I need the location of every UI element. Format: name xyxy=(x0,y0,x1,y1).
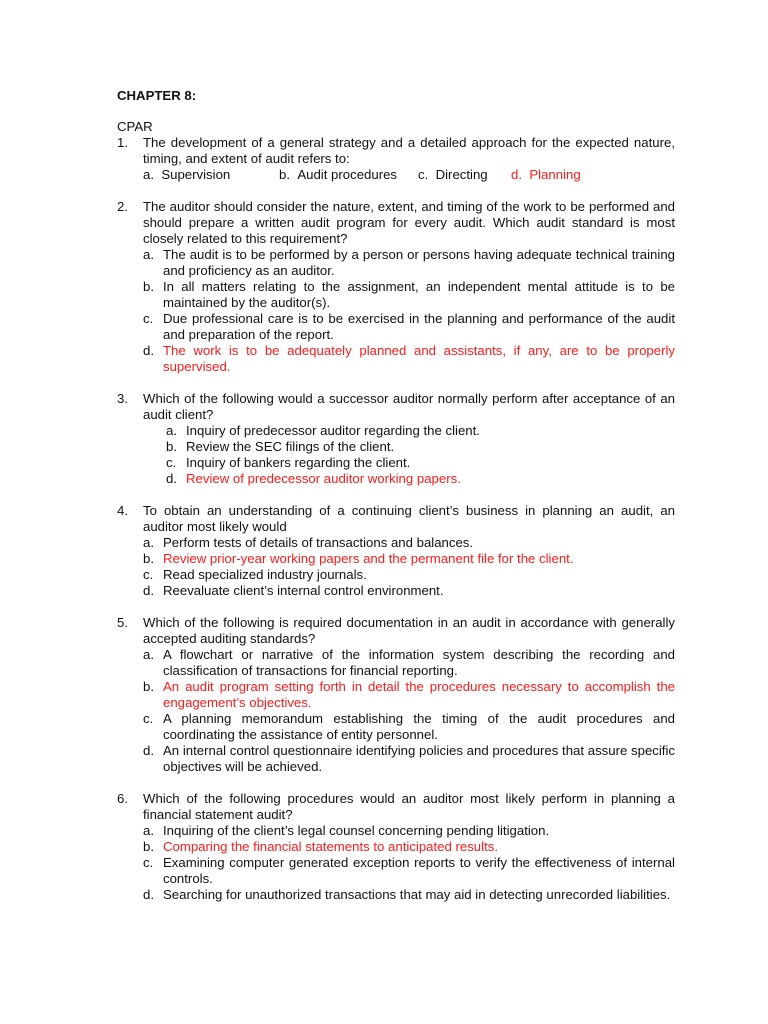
option-c: c. Directing xyxy=(418,167,488,182)
option-b-answer: b. Comparing the financial statements to anticipated results. xyxy=(143,839,498,854)
option-c: c. A planning memorandum establishing the timing of the audit procedures and coordinating the assistance of entity personnel. xyxy=(143,711,675,742)
question-3 xyxy=(117,391,675,487)
option-a: a. Supervision xyxy=(143,167,231,182)
option-c: c. Inquiry of bankers regarding the client. xyxy=(166,455,411,470)
option-d-answer: d. The work is to be adequately planned and assistants, if any, are to be properly supervised. xyxy=(143,343,675,374)
option-a: a. A flowchart or narrative of the information system describing the recording and classification of transactions for financial reporting. xyxy=(143,647,675,678)
question-5 xyxy=(117,615,675,775)
question-number: 5. xyxy=(117,615,128,630)
option-a: a. Perform tests of details of transactions and balances. xyxy=(143,535,474,550)
question-number: 4. xyxy=(117,503,128,518)
question-text: Which of the following would a successor auditor normally perform after acceptance of an audit client? xyxy=(143,391,675,422)
question-text: To obtain an understanding of a continuing client’s business in planning an audit, an auditor most likely would xyxy=(143,503,675,534)
question-number: 2. xyxy=(117,199,128,214)
option-d-answer: d. Review of predecessor auditor working papers. xyxy=(166,471,461,486)
option-b: b. In all matters relating to the assignment, an independent mental attitude is to be maintained by the auditor(s). xyxy=(143,279,675,310)
option-a: a. Inquiring of the client’s legal counsel concerning pending litigation. xyxy=(143,823,550,838)
option-b: b. Audit procedures xyxy=(279,167,398,182)
section-heading: CPAR xyxy=(117,119,153,134)
question-2 xyxy=(117,199,675,375)
question-1 xyxy=(117,135,675,183)
document-content xyxy=(117,88,675,903)
option-a: a. The audit is to be performed by a person or persons having adequate technical training and proficiency as an auditor. xyxy=(143,247,675,278)
question-text: The auditor should consider the nature, extent, and timing of the work to be performed and should prepare a written audit program for every audit. Which audit standard is most closely related to this requirement? xyxy=(143,199,675,246)
question-number: 6. xyxy=(117,791,128,806)
question-4 xyxy=(117,503,675,599)
option-list xyxy=(143,647,675,775)
option-c: c. Examining computer generated exception reports to verify the effectiveness of internal controls. xyxy=(143,855,675,886)
option-list xyxy=(143,535,675,599)
option-list xyxy=(143,423,675,487)
option-d: d. Reevaluate client’s internal control environment. xyxy=(143,583,444,598)
inline-options xyxy=(143,167,675,183)
option-a: a. Inquiry of predecessor auditor regarding the client. xyxy=(166,423,480,438)
question-number: 1. xyxy=(117,135,128,150)
option-b: b. Review the SEC filings of the client. xyxy=(166,439,395,454)
question-text: The development of a general strategy and a detailed approach for the expected nature, timing, and extent of audit refers to: xyxy=(143,135,675,166)
option-d: d. Searching for unauthorized transactions that may aid in detecting unrecorded liabilities. xyxy=(143,887,671,902)
question-text: Which of the following is required documentation in an audit in accordance with generally accepted auditing standards? xyxy=(143,615,675,646)
option-c: c. Read specialized industry journals. xyxy=(143,567,367,582)
option-b-answer: b. An audit program setting forth in detail the procedures necessary to accomplish the engagement’s objectives. xyxy=(143,679,675,710)
question-6 xyxy=(117,791,675,903)
option-c: c. Due professional care is to be exercised in the planning and performance of the audit and preparation of the report. xyxy=(143,311,675,342)
option-list xyxy=(143,247,675,375)
option-b-answer: b. Review prior-year working papers and the permanent file for the client. xyxy=(143,551,574,566)
option-d: d. An internal control questionnaire identifying policies and procedures that assure specific objectives will be achieved. xyxy=(143,743,675,774)
chapter-heading: CHAPTER 8: xyxy=(117,88,197,103)
question-text: Which of the following procedures would an auditor most likely perform in planning a financial statement audit? xyxy=(143,791,675,822)
option-list xyxy=(143,823,675,903)
question-number: 3. xyxy=(117,391,128,406)
option-d-answer: d. Planning xyxy=(511,167,581,182)
